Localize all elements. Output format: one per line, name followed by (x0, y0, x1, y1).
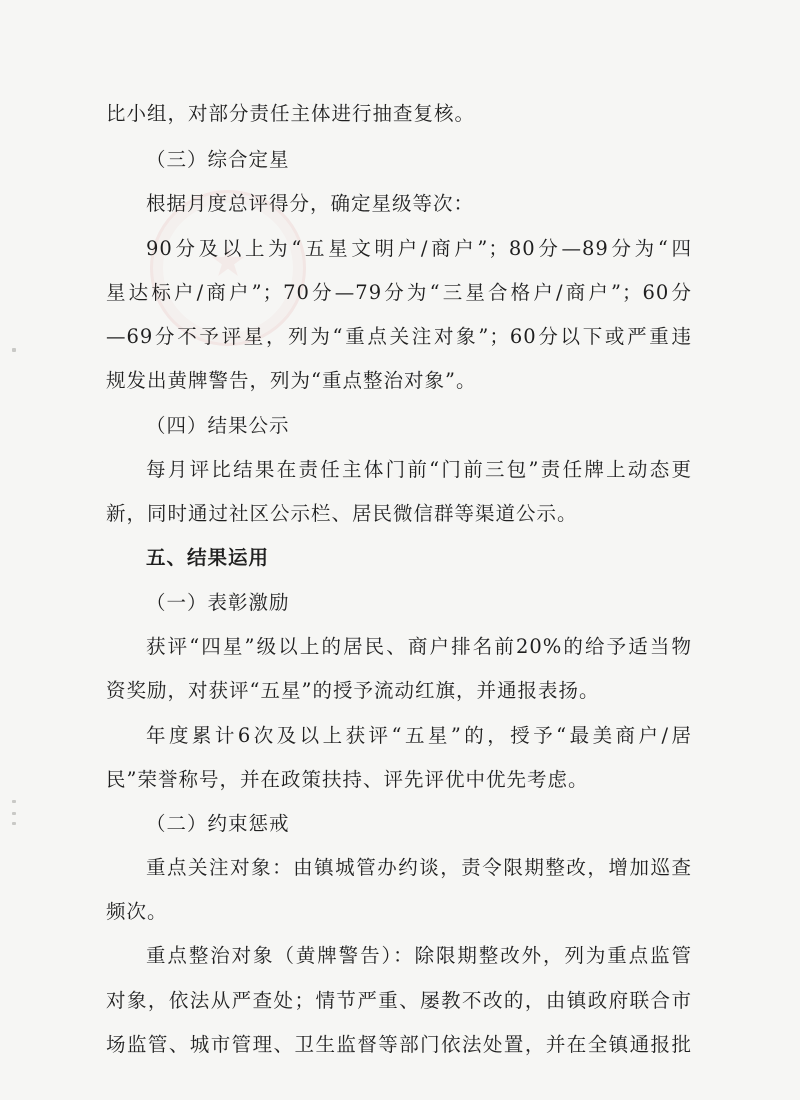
body-text-line: 每月评比结果在责任主体门前“门前三包”责任牌上动态更 (146, 458, 692, 481)
body-text-line: 星达标户/商户”；70分—79分为“三星合格户/商户”；60分 (106, 281, 692, 304)
body-text-line: 对象，依法从严查处；情节严重、屡教不改的，由镇政府联合市 (106, 989, 692, 1012)
binding-hole-mark (12, 822, 16, 825)
section-heading: （一）表彰激励 (146, 591, 290, 614)
section-heading: （三）综合定星 (146, 148, 290, 171)
section-heading: （二）约束惩戒 (146, 812, 290, 835)
body-text-line: 频次。 (106, 900, 168, 923)
body-text-line: 年度累计6次及以上获评“五星”的，授予“最美商户/居 (146, 724, 692, 747)
section-heading: （四）结果公示 (146, 414, 290, 437)
binding-hole-mark (12, 812, 16, 815)
binding-hole-mark (12, 348, 16, 352)
chapter-heading: 五、结果运用 (146, 546, 270, 569)
body-text-line: 重点关注对象：由镇城管办约谈，责令限期整改，增加巡查 (146, 856, 692, 879)
body-text-line: 重点整治对象（黄牌警告）：除限期整改外，列为重点监管 (146, 944, 692, 967)
body-text-line: 新，同时通过社区公示栏、居民微信群等渠道公示。 (106, 502, 578, 525)
body-text-line: 根据月度总评得分，确定星级等次： (146, 192, 475, 215)
body-text-line: 民”荣誉称号，并在政策扶持、评先评优中优先考虑。 (106, 768, 589, 791)
body-text-line: 场监管、城市管理、卫生监督等部门依法处置，并在全镇通报批 (106, 1033, 692, 1056)
body-text-line: 90分及以上为“五星文明户/商户”；80分—89分为“四 (146, 237, 692, 260)
body-text-line: 资奖励，对获评“五星”的授予流动红旗，并通报表扬。 (106, 679, 600, 702)
body-text-line: 比小组，对部分责任主体进行抽查复核。 (106, 102, 476, 125)
body-text-line: —69分不予评星，列为“重点关注对象”；60分以下或严重违 (106, 325, 692, 348)
body-text-line: 规发出黄牌警告，列为“重点整治对象”。 (106, 369, 477, 392)
body-text-line: 获评“四星”级以上的居民、商户排名前20%的给予适当物 (146, 635, 692, 658)
binding-hole-mark (12, 800, 16, 803)
